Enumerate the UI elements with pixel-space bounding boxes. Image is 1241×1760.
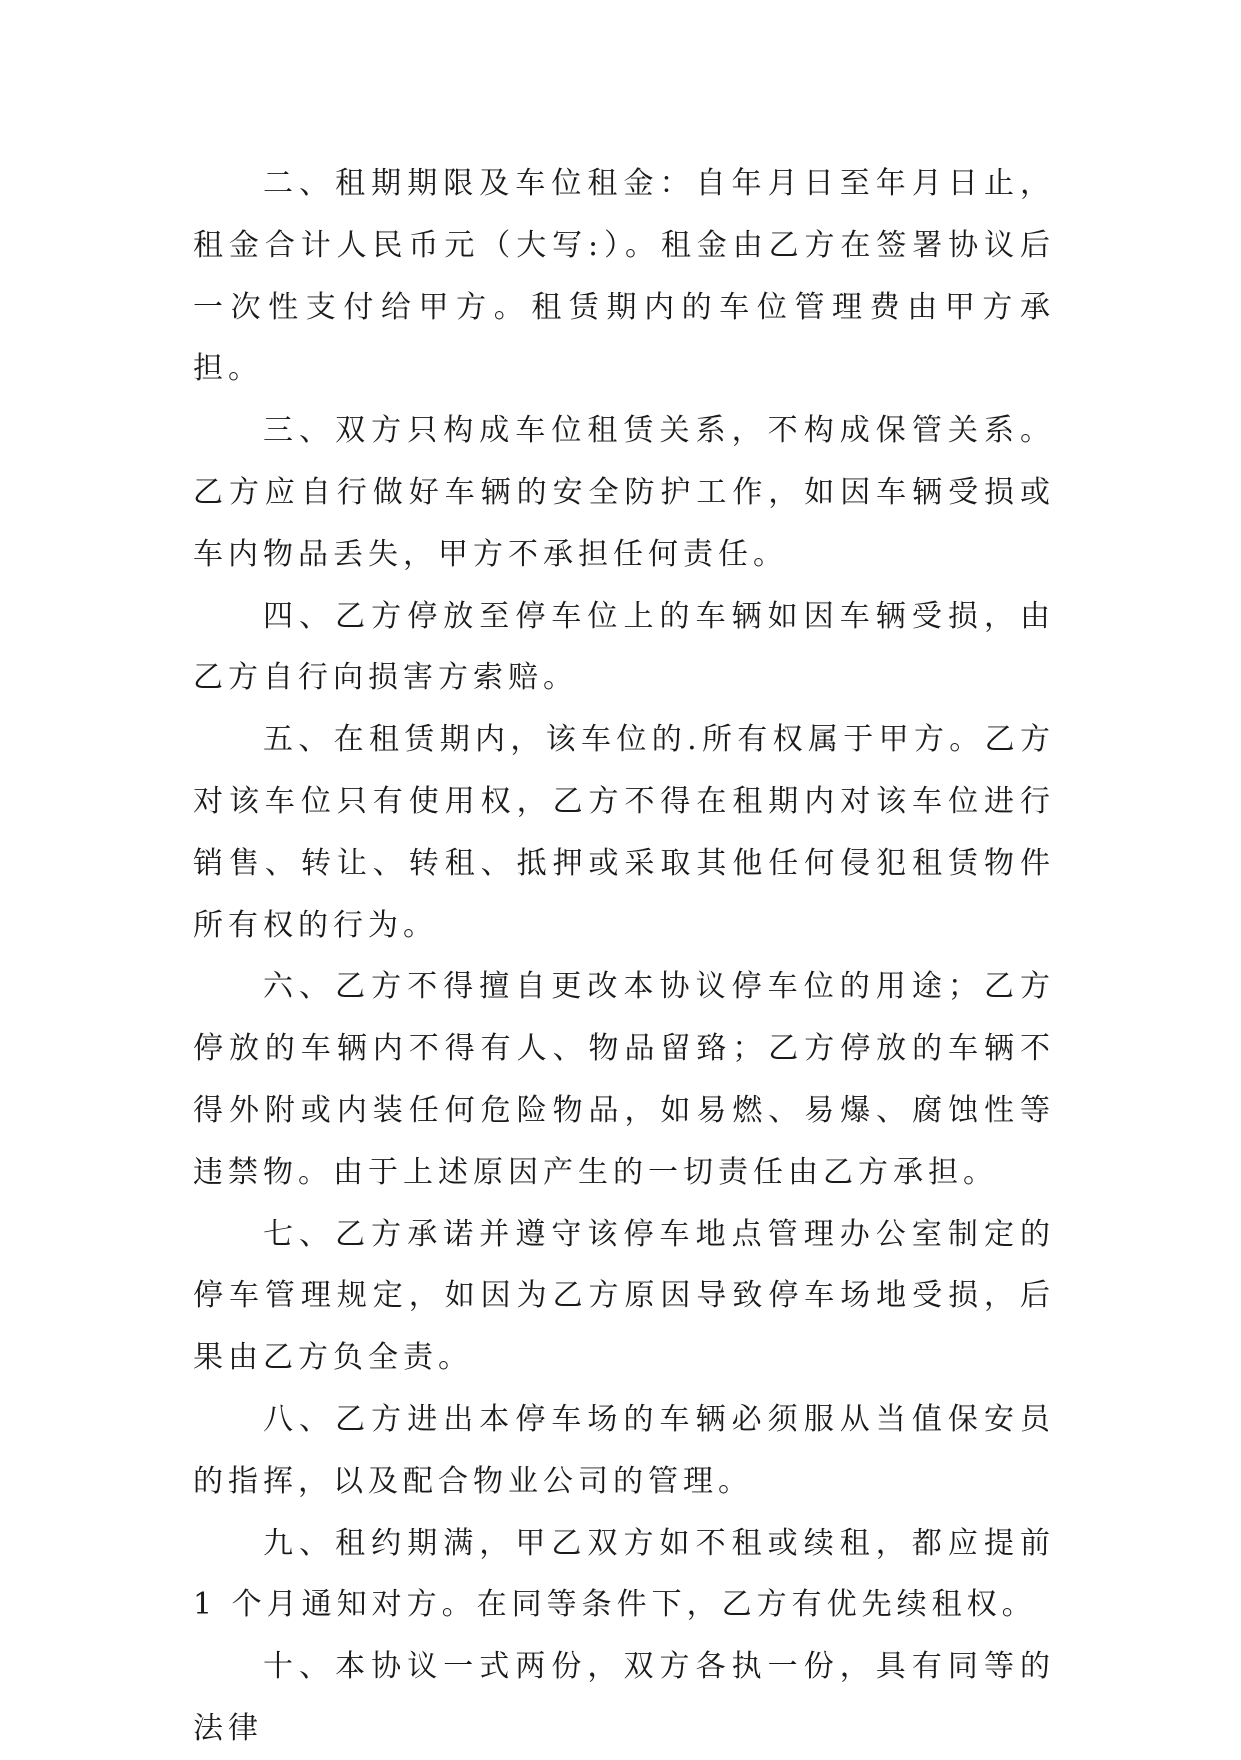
clause-9-paragraph: 九、租约期满，甲乙双方如不租或续租，都应提前 1 个月通知对方。在同等条件下，乙方有优先续租权。 xyxy=(193,1525,1055,1623)
clause-6-paragraph: 六、乙方不得擅自更改本协议停车位的用途；乙方停放的车辆内不得有人、物品留臵；乙方停放的车辆不得外附或内装任何危险物品，如易燃、易爆、腐蚀性等违禁物。由于上述原因产生的一切责任由乙方承担。 xyxy=(193,969,1055,1190)
document-body xyxy=(193,153,1055,1760)
clause-2-paragraph: 二、租期期限及车位租金：自年月日至年月日止，租金合计人民币元（大写:）。租金由乙方在签署协议后一次性支付给甲方。租赁期内的车位管理费由甲方承担。 xyxy=(193,166,1055,387)
clause-10-paragraph: 十、本协议一式两份，双方各执一份，具有同等的法律 xyxy=(193,1649,1055,1746)
clause-3-paragraph: 三、双方只构成车位租赁关系，不构成保管关系。乙方应自行做好车辆的安全防护工作，如因车辆受损或车内物品丢失，甲方不承担任何责任。 xyxy=(193,413,1055,572)
clause-4-paragraph: 四、乙方停放至停车位上的车辆如因车辆受损，由乙方自行向损害方索赔。 xyxy=(193,598,1055,696)
clause-5-paragraph: 五、在租赁期内，该车位的.所有权属于甲方。乙方对该车位只有使用权，乙方不得在租期内对该车位进行销售、转让、转租、抵押或采取其他任何侵犯租赁物件所有权的行为。 xyxy=(193,722,1055,943)
clause-7-paragraph: 七、乙方承诺并遵守该停车地点管理办公室制定的停车管理规定，如因为乙方原因导致停车场地受损，后果由乙方负全责。 xyxy=(193,1216,1055,1376)
clause-8-paragraph: 八、乙方进出本停车场的车辆必须服从当值保安员的指挥，以及配合物业公司的管理。 xyxy=(193,1401,1055,1499)
